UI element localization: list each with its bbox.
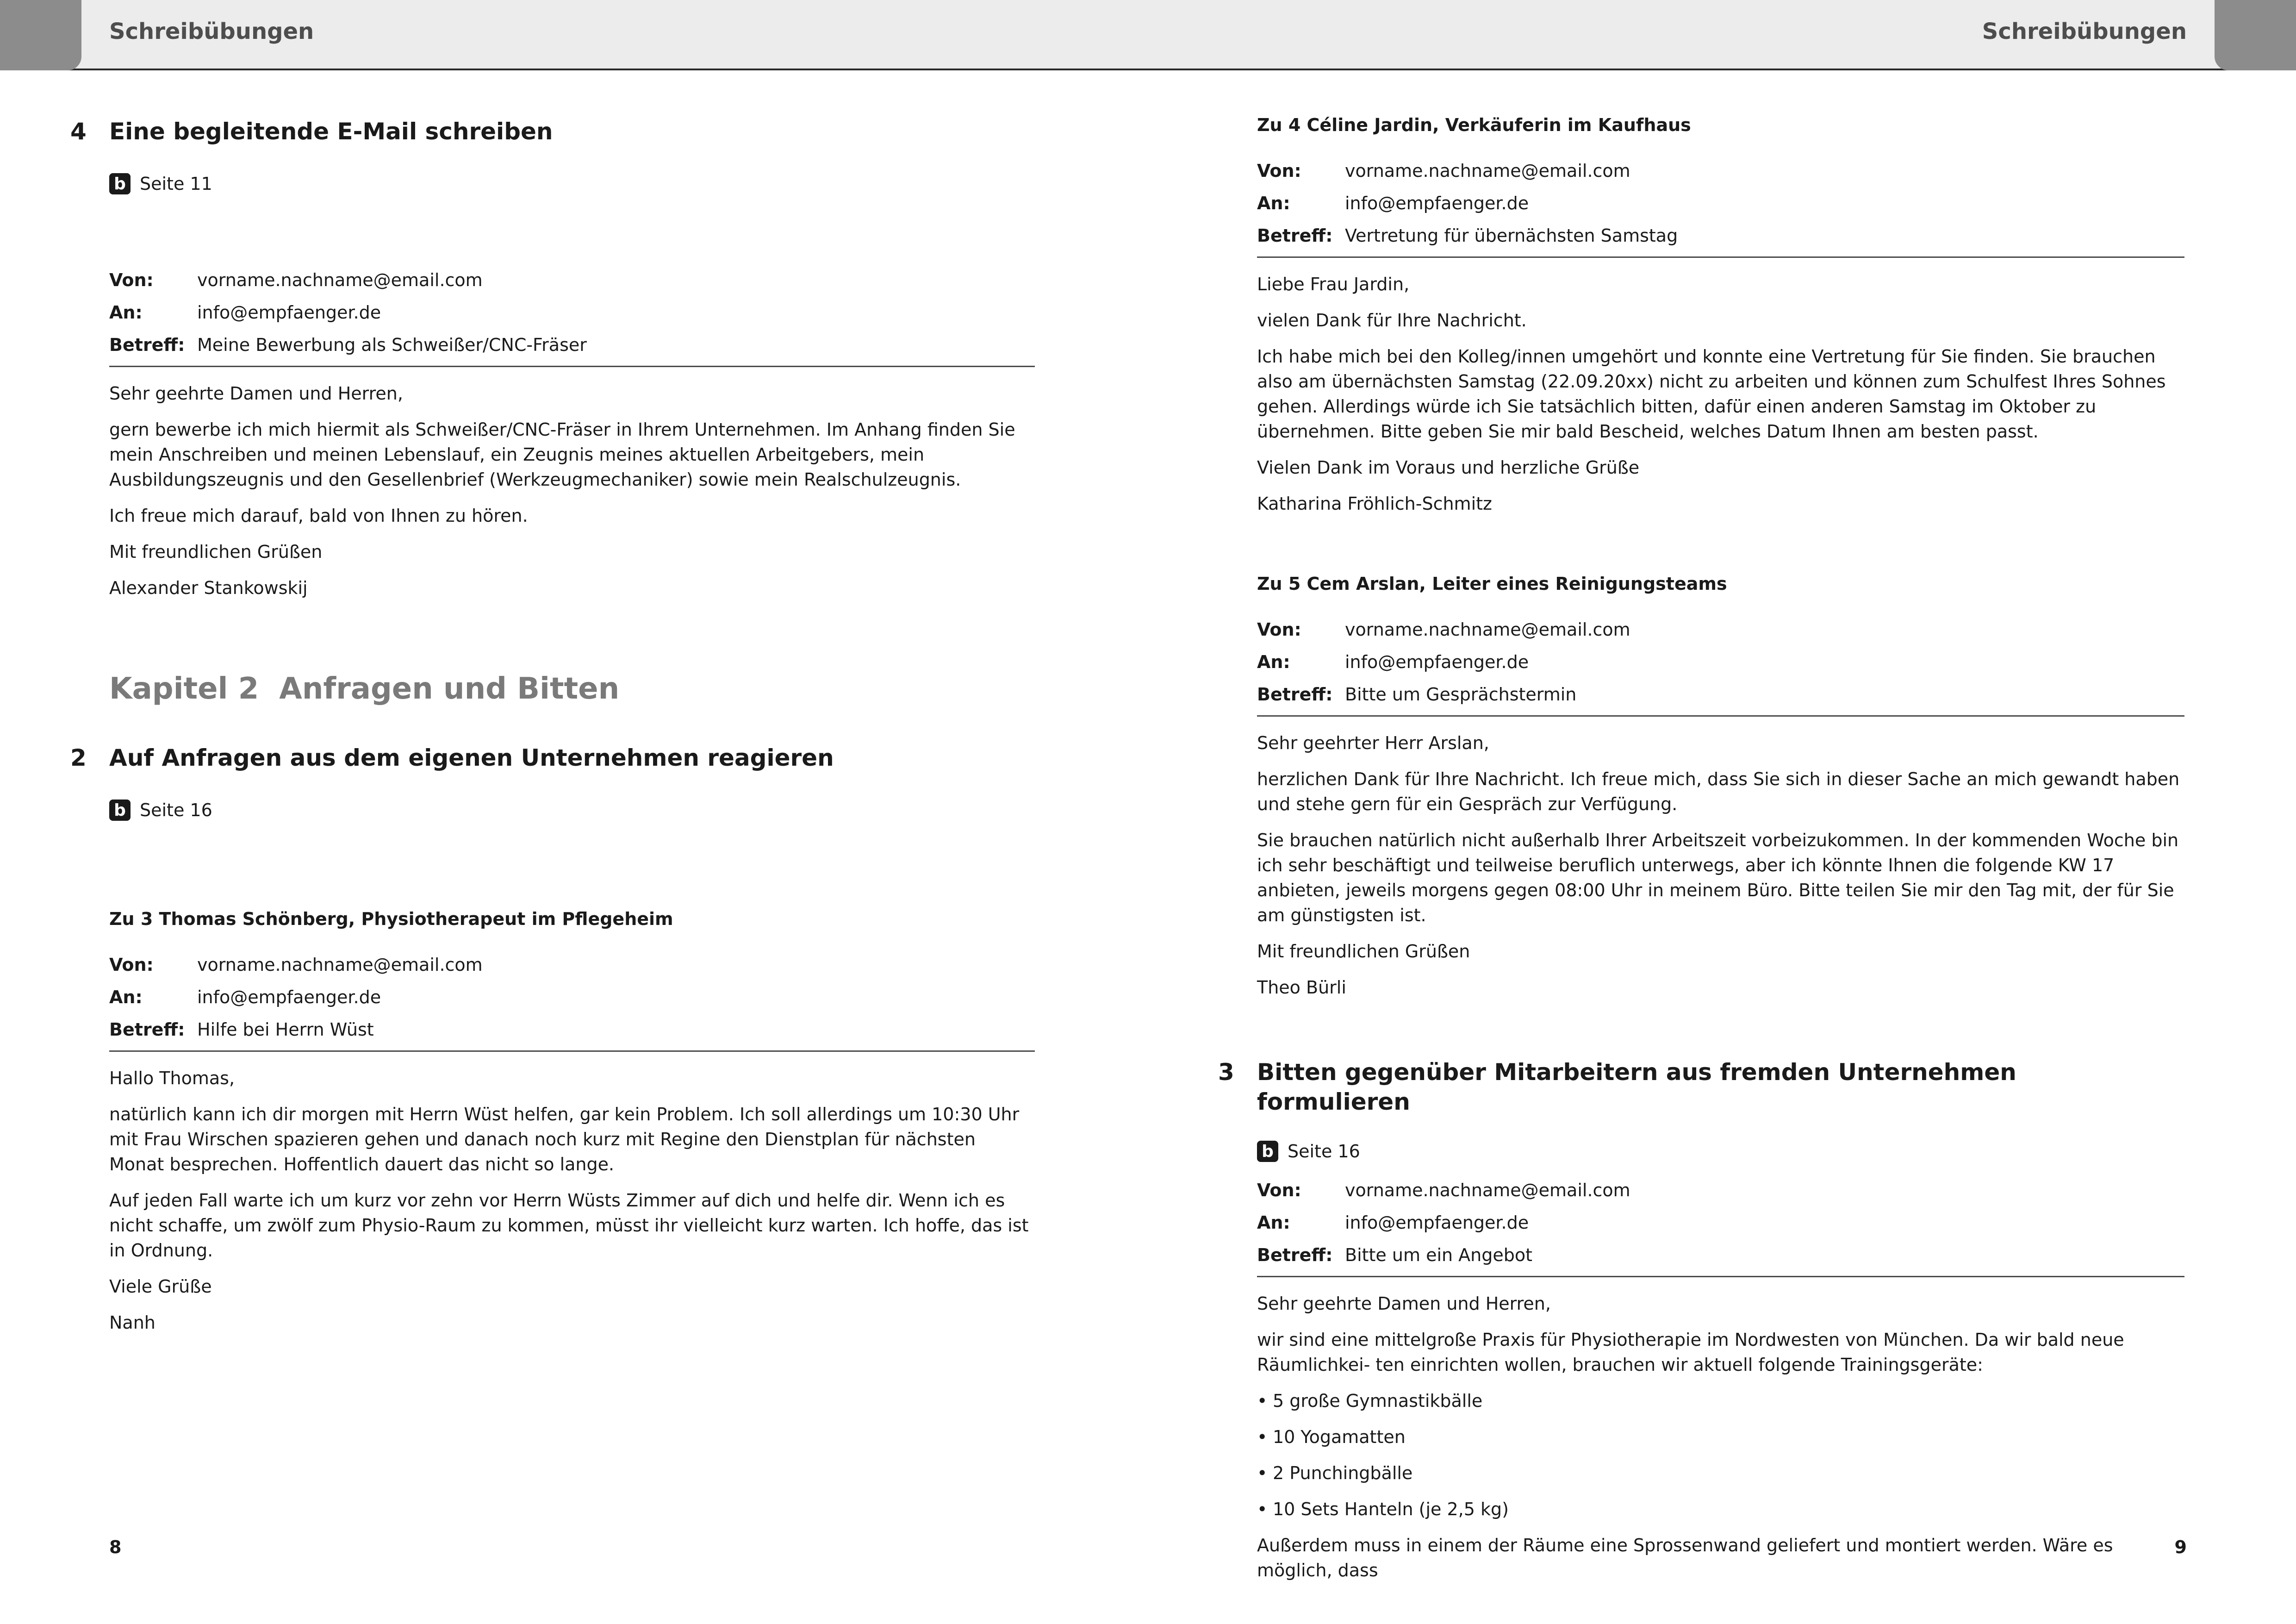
list-item <box>1257 1388 2184 1413</box>
email-to-row <box>109 301 1035 324</box>
email-hilfe <box>109 953 1035 1335</box>
to-label: An: <box>109 302 143 323</box>
subsection-title: Zu 5 Cem Arslan, Leiter eines Reinigungsteams <box>1257 574 1727 594</box>
email-paragraph: Sehr geehrter Herr Arslan, <box>1257 733 1489 753</box>
section-number: 4 <box>70 118 87 145</box>
book-b-icon: b <box>109 800 131 821</box>
book-b-icon: b <box>1257 1141 1278 1162</box>
left-page-content <box>70 117 1035 1346</box>
email-from-row <box>109 269 1035 292</box>
list-item-text: 2 Punchingbälle <box>1273 1463 1413 1483</box>
bullet-icon: • <box>1257 1463 1268 1483</box>
email-divider <box>109 366 1035 367</box>
email-to-row <box>1257 650 2184 674</box>
to-label: An: <box>109 987 143 1007</box>
subject-value: Meine Bewerbung als Schweißer/CNC-Fräser <box>197 335 587 355</box>
chapter-title: Anfragen und Bitten <box>279 672 620 706</box>
list-item <box>1257 1497 2184 1522</box>
from-value: vorname.nachname@email.com <box>1345 1180 1630 1200</box>
list-item <box>1257 1461 2184 1486</box>
list-item <box>1257 1424 2184 1449</box>
email-to-row <box>1257 1211 2184 1234</box>
from-label: Von: <box>109 955 154 975</box>
to-value: info@empfaenger.de <box>1345 1212 1529 1233</box>
running-title-right: Schreibübungen <box>1982 19 2187 44</box>
section-number: 2 <box>70 744 87 771</box>
email-angebot <box>1257 1179 2184 1583</box>
subsection-title: Zu 4 Céline Jardin, Verkäuferin im Kaufhaus <box>1257 115 1691 135</box>
email-paragraph: herzlichen Dank für Ihre Nachricht. Ich freue mich, dass Sie sich in dieser Sache an mich gewandt haben und stehe gern für ein Gespräch zur Verfügung. <box>1257 769 2180 814</box>
from-value: vorname.nachname@email.com <box>1345 161 1630 181</box>
right-page <box>1148 70 2296 1624</box>
subject-label: Betreff: <box>109 335 185 355</box>
email-to-row <box>109 986 1035 1009</box>
from-label: Von: <box>1257 1180 1301 1200</box>
email-paragraph: Vielen Dank im Voraus und herzliche Grüße <box>1257 457 1640 478</box>
section-title-line-2: formulieren <box>1257 1088 1410 1115</box>
email-signature: Nanh <box>109 1312 156 1333</box>
email-paragraph: Viele Grüße <box>109 1276 212 1297</box>
email-gespraechstermin <box>1257 618 2184 1000</box>
bullet-icon: • <box>1257 1391 1268 1411</box>
email-subject-row <box>109 1018 1035 1041</box>
list-item-text: 10 Sets Hanteln (je 2,5 kg) <box>1273 1499 1509 1519</box>
email-divider <box>1257 1276 2184 1277</box>
subject-value: Bitte um Gesprächstermin <box>1345 684 1577 705</box>
email-paragraph: Ich freue mich darauf, bald von Ihnen zu hören. <box>109 506 528 526</box>
section-3-heading <box>1218 1057 2184 1117</box>
email-divider <box>1257 715 2184 717</box>
page-reference-text: Seite 16 <box>140 800 212 820</box>
subject-value: Bitte um ein Angebot <box>1345 1245 1533 1265</box>
bullet-icon: • <box>1257 1427 1268 1447</box>
email-signature: Theo Bürli <box>1257 977 1346 998</box>
email-paragraph: Außerdem muss in einem der Räume eine Sprossenwand geliefert und montiert werden. Wäre es möglich, dass <box>1257 1535 2113 1580</box>
email-paragraph: Auf jeden Fall warte ich um kurz vor zehn vor Herrn Wüsts Zimmer auf dich und helfe dir. Wenn ich es nicht schaffe, um zwölf zum Physio-Raum zu kommen, müsst ihr vielleicht kurz warten. Ich hoffe, das ist in Ordnung. <box>109 1190 1029 1261</box>
to-value: info@empfaenger.de <box>197 987 381 1007</box>
email-from-row <box>109 953 1035 976</box>
bullet-icon: • <box>1257 1499 1268 1519</box>
to-value: info@empfaenger.de <box>1345 652 1529 672</box>
to-value: info@empfaenger.de <box>197 302 381 323</box>
email-paragraph: vielen Dank für Ihre Nachricht. <box>1257 310 1527 331</box>
page-number-right: 9 <box>2174 1537 2187 1557</box>
to-value: info@empfaenger.de <box>1345 193 1529 213</box>
right-page-content <box>1218 115 2184 1594</box>
email-paragraph: wir sind eine mittelgroße Praxis für Physiotherapie im Nordwesten von München. Da wir bald neue Räumlichkei- ten einrichten wollen, brauchen wir aktuell folgende Trainingsgeräte: <box>1257 1330 2124 1375</box>
email-paragraph: Hallo Thomas, <box>109 1068 235 1088</box>
email-paragraph: Sehr geehrte Damen und Herren, <box>109 383 403 404</box>
page-reference <box>109 173 1035 194</box>
email-from-row <box>1257 618 2184 641</box>
email-signature: Katharina Fröhlich-Schmitz <box>1257 493 1492 514</box>
section-2-heading <box>70 743 1035 773</box>
from-label: Von: <box>109 270 154 290</box>
email-from-row <box>1257 159 2184 182</box>
email-paragraph: natürlich kann ich dir morgen mit Herrn Wüst helfen, gar kein Problem. Ich soll allerdings um 10:30 Uhr mit Frau Wirschen spazieren gehen und danach noch kurz mit Regine den Dienstplan für nächsten Monat besprechen. Hoffentlich dauert das nicht so lange. <box>109 1104 1020 1174</box>
email-subject-row <box>1257 683 2184 706</box>
subject-label: Betreff: <box>1257 684 1333 705</box>
subject-label: Betreff: <box>109 1019 185 1040</box>
left-edge-tab <box>0 0 81 70</box>
email-paragraph: Mit freundlichen Grüßen <box>109 542 323 562</box>
email-paragraph: Mit freundlichen Grüßen <box>1257 941 1470 962</box>
chapter-heading <box>109 672 1035 706</box>
from-value: vorname.nachname@email.com <box>197 955 483 975</box>
page-reference <box>109 800 1035 821</box>
chapter-label: Kapitel 2 <box>109 672 259 706</box>
section-number: 3 <box>1218 1059 1234 1086</box>
email-paragraph: gern bewerbe ich mich hiermit als Schweißer/CNC-Fräser in Ihrem Unternehmen. Im Anhang finden Sie mein Anschreiben und meinen Lebenslauf, ein Zeugnis meines aktuellen Arbeitgebers, mein Ausbildungszeugnis und den Gesellenbrief (Werkzeugmechaniker) sowie mein Realschulzeugnis. <box>109 419 1015 490</box>
to-label: An: <box>1257 652 1290 672</box>
email-divider <box>109 1050 1035 1052</box>
email-paragraph: Sie brauchen natürlich nicht außerhalb Ihrer Arbeitszeit vorbeizukommen. In der kommenden Woche bin ich sehr beschäftigt und teilweise beruflich unterwegs, aber ich könnte Ihnen die folgende KW 17 anbieten, jeweils morgens gegen 08:00 Uhr in meinem Büro. Bitte teilen Sie mir den Tag mit, der für Sie am günstigsten ist. <box>1257 830 2179 925</box>
email-to-row <box>1257 192 2184 215</box>
page-reference-text: Seite 16 <box>1288 1141 1360 1162</box>
from-value: vorname.nachname@email.com <box>1345 619 1630 640</box>
subsection-title: Zu 3 Thomas Schönberg, Physiotherapeut im Pflegeheim <box>109 909 673 929</box>
email-signature: Alexander Stankowskij <box>109 578 308 598</box>
right-edge-tab <box>2215 0 2296 70</box>
subject-value: Hilfe bei Herrn Wüst <box>197 1019 374 1040</box>
email-paragraph: Liebe Frau Jardin, <box>1257 274 1410 294</box>
email-greeting: Sehr geehrte Damen und Herren, <box>1257 1293 1551 1314</box>
book-b-icon: b <box>109 173 131 194</box>
page-reference-text: Seite 11 <box>140 174 212 194</box>
email-subject-row <box>109 333 1035 356</box>
list-item-text: 10 Yogamatten <box>1273 1427 1406 1447</box>
email-paragraph: Ich habe mich bei den Kolleg/innen umgehört und konnte eine Vertretung für Sie finden. Sie brauchen also am übernächsten Samstag (22.09.20xx) nicht zu arbeiten und können zum Schulfest Ihres Sohnes gehen. Allerdings würde ich Sie tatsächlich bitten, dafür einen anderen Samstag im Oktober zu übernehmen. Bitte geben Sie mir bald Bescheid, welches Datum Ihnen am besten passt. <box>1257 346 2166 442</box>
email-subject-row <box>1257 224 2184 247</box>
section-title: Auf Anfragen aus dem eigenen Unternehmen reagieren <box>109 744 834 771</box>
list-item-text: 5 große Gymnastikbälle <box>1273 1391 1483 1411</box>
from-value: vorname.nachname@email.com <box>197 270 483 290</box>
to-label: An: <box>1257 1212 1290 1233</box>
section-4-heading <box>70 117 1035 146</box>
section-title: Eine begleitende E-Mail schreiben <box>109 118 553 145</box>
from-label: Von: <box>1257 619 1301 640</box>
page-reference <box>1257 1141 2184 1162</box>
email-bewerbung <box>109 269 1035 600</box>
email-from-row <box>1257 1179 2184 1202</box>
running-header-band <box>0 0 2296 70</box>
page-number-left: 8 <box>109 1537 122 1557</box>
from-label: Von: <box>1257 161 1301 181</box>
email-vertretung <box>1257 159 2184 516</box>
subject-label: Betreff: <box>1257 1245 1333 1265</box>
to-label: An: <box>1257 193 1290 213</box>
email-divider <box>1257 256 2184 258</box>
subject-value: Vertretung für übernächsten Samstag <box>1345 225 1678 246</box>
running-title-left: Schreibübungen <box>109 19 314 44</box>
section-title-line-1: Bitten gegenüber Mitarbeitern aus fremden Unternehmen <box>1257 1059 2016 1086</box>
left-page <box>0 70 1148 1624</box>
subject-label: Betreff: <box>1257 225 1333 246</box>
email-subject-row <box>1257 1243 2184 1267</box>
